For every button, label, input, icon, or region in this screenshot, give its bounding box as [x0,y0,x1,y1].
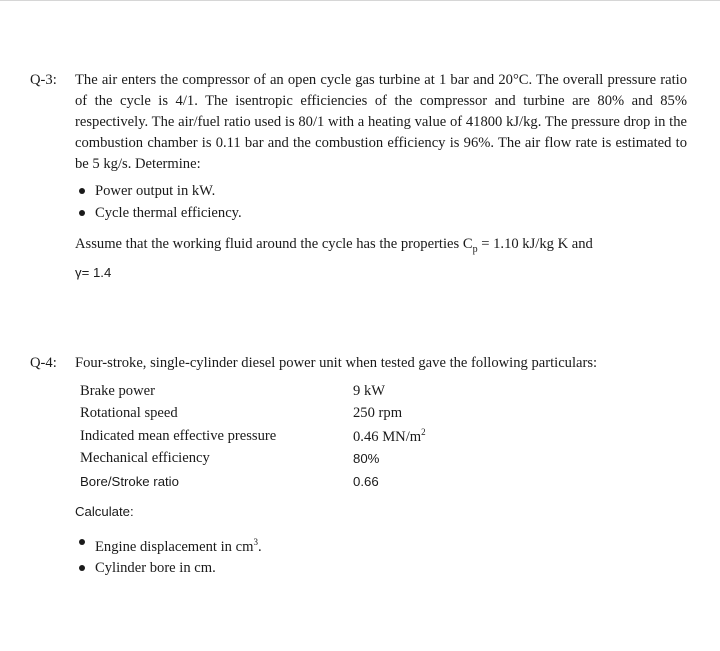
particular-name: Mechanical efficiency [80,450,210,467]
question-4-intro: Four-stroke, single-cylinder diesel power unit when tested gave the following particulars: [75,355,598,371]
calculate-label: Calculate: [75,503,134,519]
bullet-icon [79,565,85,571]
bullet-text: Engine displacement in cm [95,538,254,555]
particulars-row [80,425,426,448]
question-3-paragraph: The air enters the compressor of an open cycle gas turbine at 1 bar and 20°C. The overall pressure ratio of the cycle is 4/1. The isentropic efficiencies of the compressor and turbine are 80% and 85% respectively. The air/fuel ratio used is 80/1 with a heating value of 41800 kJ/kg. The pressure drop in the combustion chamber is 0.11 bar and the combustion efficiency is 96%. The air flow rate is estimated to be 5 kg/s. Determine: [75,72,687,172]
question-3-bullet-1 [75,180,687,202]
particular-name: Indicated mean effective pressure [80,427,277,444]
particular-name: Rotational speed [80,405,178,422]
particulars-row [80,403,426,426]
question-3-label: Q-3: [30,72,57,88]
particular-value [353,380,426,403]
value-text: 0.46 MN/m [353,428,422,445]
particular-value [353,448,426,471]
particular-value [353,425,426,448]
value-text: 80% [353,451,380,467]
bullet-icon [79,210,85,216]
question-4-body [75,352,687,579]
question-4-bullet-2 [75,557,687,579]
value-text: 250 rpm [353,405,403,422]
value-text: 9 kW [353,382,386,399]
question-4-bullet-list [75,531,687,580]
particulars-row [80,470,426,493]
bullet-end: . [257,538,262,555]
value-superscript: 2 [421,426,426,437]
particular-name: Bore/Stroke ratio [80,473,179,489]
assumption-rest: = 1.10 kJ/kg K and [477,236,593,252]
question-4-label: Q-4: [30,355,57,371]
bullet-superscript: 3 [253,536,258,547]
bullet-text: Power output in kW. [95,183,216,199]
question-4-bullet-1 [75,531,687,558]
particulars-row [80,448,426,471]
particulars-row [80,380,426,403]
question-3-bullet-list [75,180,687,224]
cp-subscript: p [472,243,478,255]
bullet-icon [79,539,85,545]
particulars-table [80,380,426,493]
value-text: 0.66 [353,473,379,489]
gamma-value: γ= 1.4 [75,264,112,280]
particular-name: Brake power [80,382,155,399]
particular-value [353,403,426,426]
particular-value [353,470,426,493]
top-border-line [0,0,720,1]
question-3-assumption [75,232,687,262]
bullet-icon [79,188,85,194]
bullet-text: Cylinder bore in cm. [95,560,216,577]
question-3-body [75,70,687,284]
question-3-bullet-2 [75,202,687,224]
bullet-text: Cycle thermal efficiency. [95,205,242,221]
assumption-text: Assume that the working fluid around the cycle has the properties C [75,236,473,252]
